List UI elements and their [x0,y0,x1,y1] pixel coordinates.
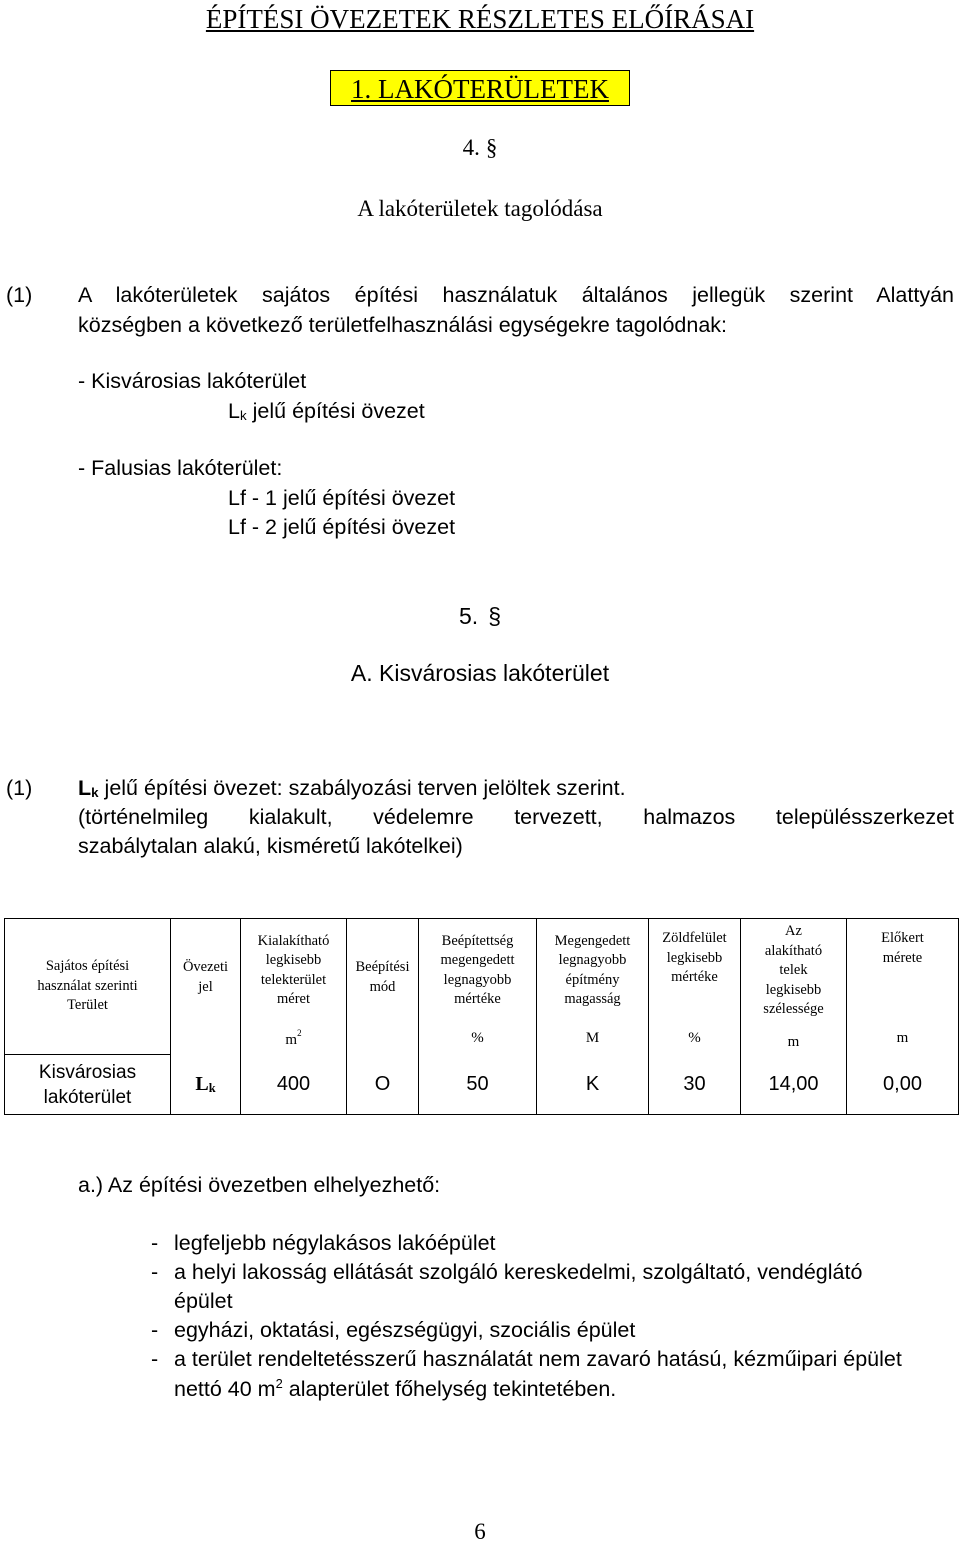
page-number: 6 [474,1519,486,1544]
zone-subscript: k [91,785,99,800]
zone-subscript: k [208,1080,216,1095]
row-height: K [537,1055,649,1115]
bullet-dash: - [151,1318,159,1342]
section-5-para-number: (1) [6,776,33,800]
section-sign: § [488,603,501,629]
document-title: ÉPÍTÉSI ÖVEZETEK RÉSZLETES ELŐÍRÁSAI [205,4,755,34]
header-line: Övezeti [182,959,229,976]
section-5-para-line2: (történelmileg kialakult, védelemre tervezett, halmazos településszerkezet [78,805,954,829]
bullet-item: legfeljebb négylakásos lakóépület [174,1231,496,1255]
header-line: méret [276,991,310,1008]
row-area-name [5,1055,171,1115]
section-number: 5. [459,603,479,629]
header-line: alakítható [764,942,823,959]
bullet-item-continuation: épület [174,1289,233,1313]
header-line: Beépítettség [441,932,514,949]
header-line: Zöldfelület [662,930,727,946]
zone-item-lk [228,399,425,424]
section-5-para-line3: szabálytalan alakú, kisméretű lakótelkei) [78,834,463,858]
header-building-mode [347,919,419,1023]
header-line: Sajátos építési [45,958,130,975]
section-4-para-line1: A lakóterületek sajátos építési használatuk általános jellegük szerint Alattyán [78,283,954,307]
row-front-yard: 0,00 [847,1055,959,1115]
header-line: legnagyobb [558,952,627,969]
area-line: Kisvárosias [38,1061,137,1083]
zone-item-lf2: Lf - 2 jelű építési övezet [228,515,456,539]
header-line: mérete [882,949,923,966]
header-plot-width [741,919,847,1023]
zone-text: jelű építési övezet [252,399,425,423]
section-number: 4. [462,135,480,160]
header-line: építmény [565,971,620,988]
bullet-item: egyházi, oktatási, egészségügyi, szociális épület [174,1318,636,1342]
header-line: mértéke [671,969,718,985]
header-line: legnagyobb [443,971,512,988]
bullet-item-continuation [174,1376,616,1402]
header-plot-size [241,919,347,1023]
zone-letter: L [195,1072,209,1095]
header-line: legkisebb [666,949,723,966]
unit-zone [171,1023,241,1055]
header-line: használat szerinti [37,977,138,994]
header-line: Előkert [881,930,924,946]
header-line: szélessége [763,1001,824,1017]
zone-item-falusias: - Falusias lakóterület: [78,456,283,480]
unit-text: m [285,1032,298,1048]
header-line: magasság [564,991,621,1008]
unit-height: M [537,1023,649,1055]
row-coverage: 50 [419,1055,537,1115]
row-plot-size: 400 [241,1055,347,1115]
para-text: jelű építési övezet: szabályozási terven jelöltek szerint. [104,776,626,800]
header-line: Megengedett [554,932,631,949]
bullet-dash: - [151,1231,159,1255]
zone-regulation-table [4,918,959,1115]
unit-front: m [847,1023,959,1055]
header-zone [171,919,241,1023]
header-line: megengedett [440,952,515,969]
zone-letter: L [228,399,240,423]
unit-width: m [741,1023,847,1055]
bullet-dash: - [151,1347,159,1371]
zone-item-lf1: Lf - 1 jelű építési övezet [228,486,456,510]
header-front-yard [847,919,959,1023]
header-line: Terület [67,997,108,1014]
header-line: telek [779,962,808,978]
unit-coverage: % [419,1023,537,1055]
bullet-text: alapterület főhelység tekintetében. [288,1377,617,1401]
bullet-superscript: 2 [275,1376,283,1391]
section-5-number [0,603,960,630]
header-line: mértéke [454,991,501,1008]
row-green-area: 30 [649,1055,741,1115]
zone-letter: L [78,776,92,800]
bullet-item: a terület rendeltetésszerű használatát nem zavaró hatású, kézműipari épület [174,1347,902,1371]
row-plot-width: 14,00 [741,1055,847,1115]
header-green-area [649,919,741,1023]
header-line: Beépítési [355,959,410,976]
placement-intro: a.) Az építési övezetben elhelyezhető: [78,1173,441,1197]
section-5-para-line1 [78,776,626,801]
section-4-para-number: (1) [6,283,33,307]
header-line: Az [785,923,802,939]
header-line: legkisebb [265,952,322,969]
header-height [537,919,649,1023]
unit-superscript: 2 [297,1028,302,1038]
chapter-heading: 1. LAKÓTERÜLETEK [330,70,630,106]
section-4-number [0,135,960,161]
unit-green: % [649,1023,741,1055]
section-5-heading: A. Kisvárosias lakóterület [350,660,610,686]
header-line: Kialakítható [257,932,330,949]
bullet-dash: - [151,1260,159,1284]
header-use [5,919,171,1055]
section-sign: § [485,135,498,160]
bullet-text: nettó 40 m [174,1377,276,1401]
unit-plot [241,1023,347,1055]
header-line: jel [198,978,213,995]
row-building-mode: O [347,1055,419,1115]
row-zone-code [171,1055,241,1115]
section-4-para-line2: községben a következő területfelhasználási egységekre tagolódnak: [78,313,727,337]
header-line: mód [369,978,396,995]
zone-item-kisvarosias: - Kisvárosias lakóterület [78,369,307,393]
zone-subscript: k [239,408,247,423]
header-coverage [419,919,537,1023]
area-line: lakóterület [43,1086,132,1108]
unit-mode [347,1023,419,1055]
bullet-item: a helyi lakosság ellátását szolgáló kereskedelmi, szolgáltató, vendéglátó [174,1260,863,1284]
header-line: telekterület [260,971,327,988]
header-line: legkisebb [765,981,822,998]
section-4-heading: A lakóterületek tagolódása [357,196,603,221]
